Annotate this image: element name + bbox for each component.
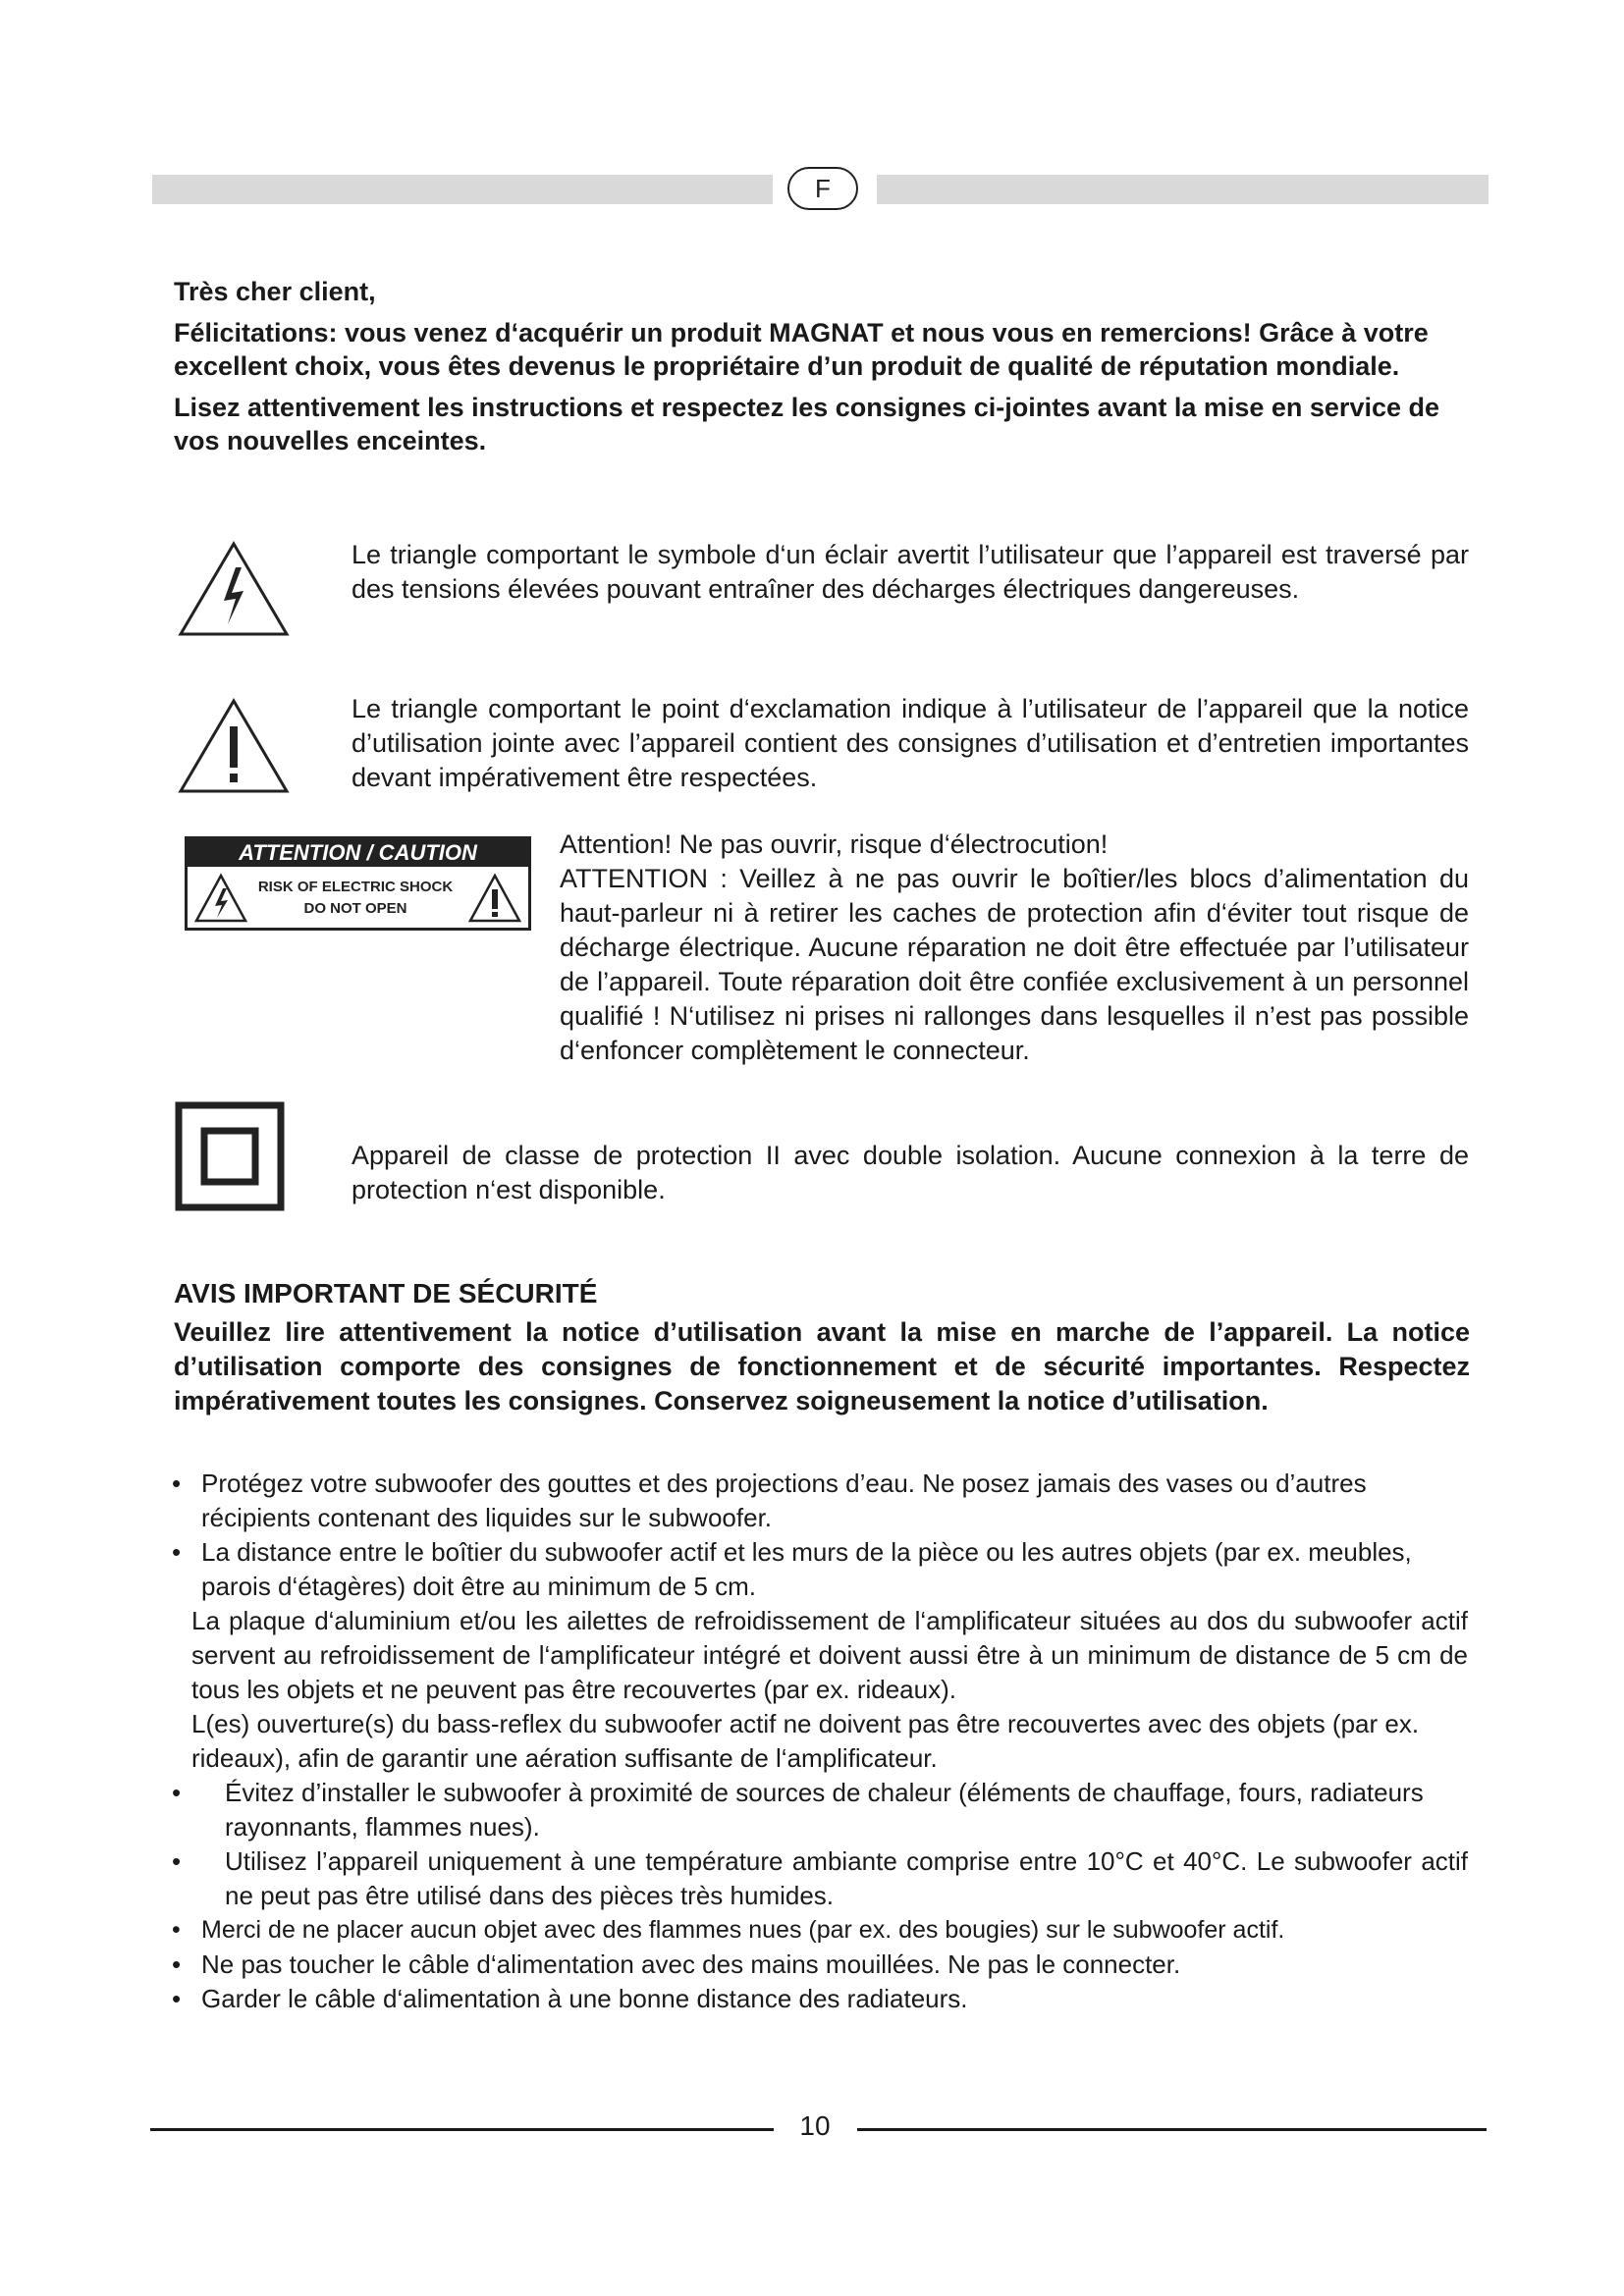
safety-section-title: AVIS IMPORTANT DE SÉCURITÉ bbox=[174, 1278, 598, 1308]
double-insulation-icon bbox=[175, 1101, 285, 1216]
caution-lightning-icon bbox=[193, 873, 248, 924]
list-item-text: Merci de ne placer aucun objet avec des flammes nues (par ex. des bougies) sur le subwoofer actif. bbox=[201, 1916, 1285, 1944]
congratulations-text: Félicitations: vous venez d‘acquérir un produit MAGNAT et nous vous en remercions! Grâce à votre excellent choix, vous êtes devenus le propriétaire d’un produit de qualité de réputation mondiale. bbox=[174, 318, 1429, 381]
caution-text-block bbox=[560, 828, 1469, 1068]
footer-rule-left bbox=[150, 2128, 774, 2131]
list-item bbox=[172, 1776, 1468, 1844]
language-badge: F bbox=[787, 167, 858, 210]
list-item-text: L(es) ouverture(s) du bass-reflex du subwoofer actif ne doivent pas être recouvertes avec des objets (par ex. rideaux), afin de garantir une aération suffisante de l‘amplificateur. bbox=[191, 1709, 1420, 1773]
list-item-text: Protégez votre subwoofer des gouttes et des projections d’eau. Ne posez jamais des vases ou d’autres récipients contenant des liquides sur le subwoofer. bbox=[201, 1468, 1367, 1532]
list-item bbox=[172, 1844, 1468, 1913]
safety-notice: Veuillez lire attentivement la notice d’utilisation avant la mise en marche de l’appareil. La notice d’utilisation comporte des consignes de fonctionnement et de sécurité importantes. Respectez impérativement toutes les consignes. Conservez soigneusement la notice d’utilisation. bbox=[174, 1317, 1470, 1415]
bullet: • bbox=[172, 1468, 182, 1498]
bullet: • bbox=[172, 1846, 182, 1876]
bullet: • bbox=[172, 1984, 182, 2013]
bullet: • bbox=[172, 1778, 182, 1807]
list-item bbox=[172, 1982, 1468, 2016]
list-item bbox=[172, 1535, 1468, 1604]
bullet: • bbox=[172, 1916, 181, 1944]
exclamation-warning-icon bbox=[177, 697, 291, 800]
bullet: • bbox=[172, 1537, 182, 1567]
list-item-text: Ne pas toucher le câble d‘alimentation avec des mains mouillées. Ne pas le connecter. bbox=[201, 1949, 1181, 1979]
intro-block bbox=[174, 275, 1470, 457]
list-item-text: Garder le câble d‘alimentation à une bonne distance des radiateurs. bbox=[201, 1984, 968, 2013]
footer-rule-right bbox=[857, 2128, 1487, 2131]
bullet: • bbox=[172, 1949, 182, 1979]
read-instructions-text: Lisez attentivement les instructions et respectez les consignes ci-jointes avant la mise en service de vos nouvelles enceintes. bbox=[174, 393, 1439, 455]
caution-label-image bbox=[185, 836, 531, 931]
list-item-text: La plaque d‘aluminium et/ou les ailettes de refroidissement de l‘amplificateur situées au dos du subwoofer actif servent au refroidissement de l‘amplificateur intégré et doivent aussi être à un minimum de distance de 5 cm de tous les objets et ne peuvent pas être recouvertes (par ex. rideaux). bbox=[191, 1606, 1468, 1704]
caution-title: Attention! Ne pas ouvrir, risque d‘électrocution! bbox=[560, 829, 1109, 859]
greeting: Très cher client, bbox=[174, 277, 376, 306]
caution-label-line1: RISK OF ELECTRIC SHOCK bbox=[257, 879, 454, 895]
exclamation-warning-text: Le triangle comportant le point d‘exclamation indique à l’utilisateur de l’appareil que la notice d’utilisation jointe avec l’appareil contient des consignes d’utilisation et d’entretien importantes devant impérativement être respectées. bbox=[352, 694, 1469, 792]
caution-exclamation-icon bbox=[467, 873, 522, 924]
list-item-text: La distance entre le boîtier du subwoofer actif et les murs de la pièce ou les autres objets (par ex. meubles, parois d‘étagères) doit être au minimum de 5 cm. bbox=[201, 1537, 1412, 1601]
caution-text: ATTENTION : Veillez à ne pas ouvrir le boîtier/les blocs d’alimentation du haut-parleur ni à retirer les caches de protection afin d‘éviter tout risque de décharge électrique. Aucune réparation ne doit être effectuée par l’utilisateur de l’appareil. Toute réparation doit être confiée exclusivement à un personnel qualifié ! N‘utilisez ni prises ni rallonges dans lesquelles il n’est pas possible d‘enfoncer complètement le connecteur. bbox=[560, 864, 1469, 1065]
list-item bbox=[172, 1467, 1468, 1535]
lightning-warning-icon bbox=[177, 540, 291, 643]
list-item bbox=[172, 1948, 1468, 1982]
header-bar-right bbox=[877, 175, 1489, 204]
list-item bbox=[172, 1604, 1468, 1707]
list-item-text: Évitez d’installer le subwoofer à proximité de sources de chaleur (éléments de chauffage, fours, radiateurs rayonnants, flammes nues). bbox=[225, 1778, 1424, 1842]
list-item-text: Utilisez l’appareil uniquement à une température ambiante comprise entre 10°C et 40°C. Le subwoofer actif ne peut pas être utilisé dans des pièces très humides. bbox=[225, 1846, 1468, 1910]
caution-label-line2: DO NOT OPEN bbox=[303, 900, 407, 917]
list-item bbox=[172, 1707, 1468, 1776]
page-number: 10 bbox=[799, 2110, 831, 2141]
double-insulation-text: Appareil de classe de protection II avec double isolation. Aucune connexion à la terre de protection n‘est disponible. bbox=[352, 1141, 1469, 1204]
list-item bbox=[172, 1913, 1468, 1948]
lightning-warning-text: Le triangle comportant le symbole d‘un éclair avertit l’utilisateur que l’appareil est traversé par des tensions élevées pouvant entraîner des décharges électriques dangereuses. bbox=[352, 540, 1469, 604]
caution-label-head: ATTENTION / CAUTION bbox=[188, 839, 528, 867]
header-bar-left bbox=[152, 175, 773, 204]
safety-bullet-list bbox=[172, 1467, 1468, 2016]
